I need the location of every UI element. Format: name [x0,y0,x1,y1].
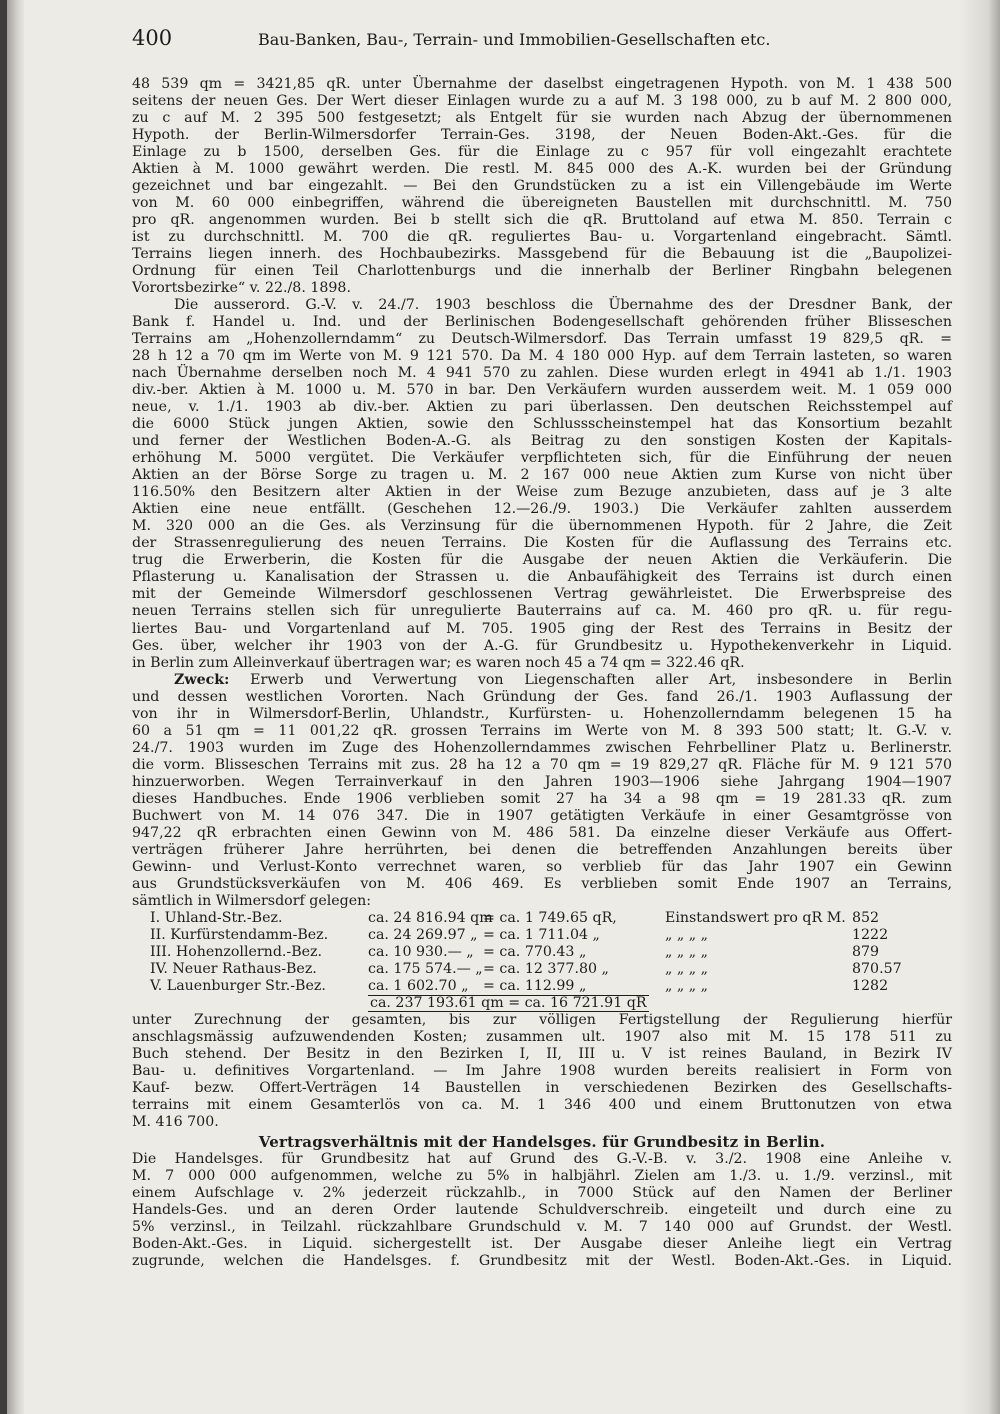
text-line: div.-ber. Aktien à M. 1000 u. M. 570 in bar. Den Verkäufern wurden ausserdem weit. M. 1 059 000 [132,382,952,399]
text-line: dieses Handbuches. Ende 1906 verblieben somit 27 ha 34 a 98 qm = 19 281.33 qR. zum [132,790,952,807]
value-label: „ „ „ „ [665,943,708,960]
text-line: nach Übernahme derselben noch M. 4 941 570 zu zahlen. Diese wurden erlegt in 4941 ab 1./1. 1903 [132,365,952,382]
text-line: und dessen westlichen Vororten. Nach Gründung der Ges. fand 26./1. 1903 Auflassung der [132,688,952,705]
table-sum: ca. 237 193.61 qm = ca. 16 721.91 qR [370,994,647,1011]
area-qr: = ca. 12 377.80 „ [483,960,609,977]
text-line: anschlagsmässig aufzuwendenden Kosten; zusammen ult. 1907 also mit M. 15 178 511 zu [132,1028,952,1045]
text-line: Aktien à M. 1000 gewährt werden. Die restl. M. 845 000 des A.-K. wurden bei der Gründung [132,161,952,178]
value-per-qr: 870.57 [852,960,902,977]
text-line: und ferner der Westlichen Boden-A.-G. als Beitrag zu den sonstigen Kosten der Kapitals- [132,433,952,450]
text-line: trug die Erwerberin, die Kosten für die Ausgabe der neuen Aktien die Verkäuferin. Die [132,552,952,569]
text-line: einem Aufschlage v. 2% jederzeit rückzahlb., in 7000 Stück auf den Namen der Berliner [132,1185,952,1202]
text-line: gezeichnet und bar eingezahlt. — Bei den Grundstücken zu a ist ein Villengebäude im Werte [132,178,952,195]
paragraph-3 [132,689,952,910]
text-line: liertes Bau- und Vorgartenland auf M. 705. 1905 ging der Rest des Terrains in Besitz der [132,620,952,637]
text-line: die vorm. Blisseschen Terrains mit zus. 28 ha 12 a 70 qm = 19 829,27 qR. Fläche für M. 9 121 570 [132,756,952,773]
text-line: 5% verzinsl., in Teilzahl. rückzahlbare Grundschuld v. M. 7 140 000 auf Grundst. der Westl. [132,1219,952,1236]
paragraph-1 [132,76,952,297]
table-row [132,927,952,944]
text-line: von ihr in Wilmersdorf-Berlin, Uhlandstr., Kurfürsten- u. Hohenzollerndamm belegenen 15 ha [132,705,952,722]
text-line: Bau- u. definitives Vorgartenland. — Im Jahre 1908 wurden bereits realisiert in Form von [132,1062,952,1079]
text-line: M. 7 000 000 aufgenommen, welche zu 5% in halbjährl. Zielen am 1./3. u. 1./9. verzinsl., mit [132,1168,952,1184]
table-row [132,961,952,978]
body-text [132,76,952,1270]
text-line: sämtlich in Wilmersdorf gelegen: [132,892,372,909]
paragraph-4 [132,1012,952,1131]
area-qm: ca. 175 574.— „ [368,960,483,977]
text-line: verträgen früherer Jahre herrührten, bei denen die betreffenden Anzahlungen bereits über [132,841,952,858]
value-label: „ „ „ „ [665,926,708,943]
text-line: Die ausserord. G.-V. v. 24./7. 1903 beschloss die Übernahme des der Dresdner Bank, der [174,297,952,314]
text-line: Vorortsbezirke“ v. 22./8. 1898. [132,280,351,297]
area-qr: = ca. 1 711.04 „ [483,926,600,943]
area-qm: ca. 10 930.— „ [368,943,474,960]
section-heading: Vertragsverhältnis mit der Handelsges. für Grundbesitz in Berlin. [258,1132,826,1151]
text-line: Aktien eine neue entfällt. (Geschehen 12.—26./9. 1903.) Die Verkäufer zahlten ausserdem [132,501,952,518]
page-header [132,26,952,56]
text-line: zugrunde, welchen die Handelsges. f. Grundbesitz mit der Westl. Boden-Akt.-Ges. in Liquid. [132,1253,952,1270]
text-line: erhöhung M. 5000 vergütet. Die Verkäufer verpflichteten sich, für die Einführung der neuen [132,450,952,467]
zweck-label: Zweck: [174,671,230,688]
page-number: 400 [132,26,173,50]
text-line: 947,22 qR erbrachten einen Gewinn von M. 486 581. Da einzelne dieser Verkäufe aus Offert- [132,824,952,841]
text-line: die 6000 Stück jungen Aktien, sowie den Schlussscheinstempel hat das Konsortium bezahlt [132,416,952,433]
value-label: „ „ „ „ [665,977,708,994]
text-line: der Strassenregulierung des neuen Terrains. Die Kosten für die Auflassung des Terrains etc. [132,535,952,552]
district-name: V. Lauenburger Str.-Bez. [150,977,326,994]
text-line: in Berlin zum Alleinverkauf übertragen war; es waren noch 45 a 74 qm = 322.46 qR. [132,654,745,671]
value-per-qr: 1282 [852,977,889,994]
text-line: aus Grundstücksverkäufen von M. 406 469. Es verblieben somit Ende 1907 an Terrains, [132,875,952,892]
paragraph-5 [132,1151,952,1270]
zweck-line [132,672,952,689]
text-line: terrains mit einem Gesamterlös von ca. M. 1 346 400 und einem Bruttonutzen von etwa [132,1096,952,1113]
text-line: zu c auf M. 2 395 500 festgesetzt; als Entgelt für sie wurden nach Abzug der übernommenen [132,110,952,127]
area-qr: = ca. 1 749.65 qR, [483,909,617,926]
text-line: Bank f. Handel u. Ind. und der Berlinischen Bodengesellschaft gehörenden früher Blisseschen [132,314,952,331]
district-name: III. Hohenzollernd.-Bez. [150,943,323,960]
text-line: Aktien an der Börse Sorge zu tragen u. M. 2 167 000 neue Aktien zum Kurse von nicht über [132,467,952,484]
table-row [132,910,952,927]
text-line: 24./7. 1903 wurden im Zuge des Hohenzollerndammes zwischen Fehrbelliner Platz u. Berlinerstr. [132,739,952,756]
text-line: unter Zurechnung der gesamten, bis zur völligen Fertigstellung der Regulierung hierfür [132,1011,952,1028]
text-line: 48 539 qm = 3421,85 qR. unter Übernahme der daselbst eingetragenen Hypoth. von M. 1 438 500 [132,76,952,92]
text-line: ist zu durchschnittl. M. 700 die qR. reguliertes Bau- u. Vorgartenland eingebracht. Sämtl. [132,229,952,246]
paragraph-2 [132,297,952,671]
text-line: 28 h 12 a 70 qm im Werte von M. 9 121 570. Da M. 4 180 000 Hyp. auf dem Terrain lasteten, so waren [132,348,952,365]
text-line: Ges. über, welcher ihr 1903 von der A.-G. für Grundbesitz u. Hypothekenverkehr in Liquid. [132,637,952,654]
text-line: Handels-Ges. und an deren Order lautende Schuldverschreib. eingeteilt und durch eine zu [132,1202,952,1219]
text-line: hinzuerworben. Wegen Terrainverkauf in den Jahren 1903—1906 siehe Jahrgang 1904—1907 [132,773,952,790]
zweck-text: Erwerb und Verwertung von Liegenschaften aller Art, insbesondere in Berlin [250,671,953,688]
text-line: Terrains am „Hohenzollerndamm“ zu Deutsch-Wilmersdorf. Das Terrain umfasst 19 829,5 qR. = [132,331,952,348]
text-line: Gewinn- und Verlust-Konto verrechnet waren, so verblieb für das Jahr 1907 ein Gewinn [132,858,952,875]
facing-page-shadow [960,0,1000,1414]
area-qm: ca. 24 816.94 qm [368,909,493,926]
area-qm: ca. 1 602.70 „ [368,978,468,996]
area-qr: = ca. 770.43 „ [483,943,587,960]
text-line: neuen Terrains stellen sich für unregulierte Bauterrains auf ca. M. 460 pro qR. u. für regu- [132,603,952,620]
text-line: neue, v. 1./1. 1903 ab div.-ber. Aktien zu pari überlassen. Den deutschen Reichsstempel auf [132,399,952,416]
text-line: M. 320 000 an die Ges. als Verzinsung für die übernommenen Hypoth. für 2 Jahre, die Zeit [132,518,952,535]
table-row [132,978,952,995]
text-line: Hypoth. der Berlin-Wilmersdorfer Terrain-Ges. 3198, der Neuen Boden-Akt.-Ges. für die [132,127,952,144]
district-name: I. Uhland-Str.-Bez. [150,909,283,926]
area-qm: ca. 24 269.97 „ [368,926,478,943]
value-per-qr: 879 [852,943,880,960]
text-line: Einlage zu b 1500, derselben Ges. für die Einlage zu c 957 für voll eingezahlt erachtete [132,144,952,161]
text-line: Buchwert von M. 14 076 347. Die in 1907 getätigten Verkäufe in einer Gesamtgrösse von [132,807,952,824]
table-row [132,944,952,961]
area-qr: = ca. 112.99 „ [483,978,586,996]
text-line: Terrains liegen innerh. des Hochbaubezirks. Massgebend für die Bebauung ist die „Baupolizei- [132,246,952,263]
text-line: mit der Gemeinde Wilmersdorf geschlossenen Vertrag gewährleistet. Die Erwerbspreise des [132,586,952,603]
value-label: „ „ „ „ [665,960,708,977]
text-line: 60 a 51 qm = 11 001,22 qR. grossen Terrains im Werte von M. 8 393 500 statt; lt. G.-V. v. [132,722,952,739]
text-line: 116.50% den Besitzern alter Aktien in der Weise zum Bezuge anzubieten, dass auf je 3 alte [132,484,952,501]
table-sum-row [132,995,952,1012]
value-per-qr: 852 [852,909,880,926]
text-line: Kauf- bezw. Offert-Verträgen 14 Baustellen in verschiedenen Bezirken des Gesellschafts- [132,1079,952,1096]
book-spine-edge [0,0,7,1414]
text-line: Pflasterung u. Kanalisation der Strassen u. die Anbaufähigkeit des Terrains ist durch einen [132,569,952,586]
text-line: Ordnung für einen Teil Charlottenburgs und die innerhalb der Berliner Ringbahn belegenen [132,263,952,280]
terrain-table [132,910,952,995]
text-line: Boden-Akt.-Ges. in Liquid. sichergestellt ist. Der Ausgabe dieser Anleihe liegt ein Vertrag [132,1236,952,1253]
district-name: IV. Neuer Rathaus-Bez. [150,960,317,977]
text-line: seitens der neuen Ges. Der Wert dieser Einlagen wurde zu a auf M. 3 198 000, zu b auf M. 2 800 000, [132,93,952,110]
value-per-qr: 1222 [852,926,889,943]
text-line: pro qR. angenommen wurden. Bei b stellt sich die qR. Bruttoland auf etwa M. 850. Terrain c [132,212,952,229]
text-line: von M. 60 000 einbegriffen, während die übereigneten Baustellen mit durchschnittl. M. 750 [132,195,952,212]
running-title: Bau-Banken, Bau-, Terrain- und Immobilien-Gesellschaften etc. [258,30,771,49]
text-line: Die Handelsges. für Grundbesitz hat auf Grund des G.-V.-B. v. 3./2. 1908 eine Anleihe v. [132,1150,952,1167]
text-line: M. 416 700. [132,1113,219,1130]
value-label: Einstandswert pro qR M. [665,909,846,926]
text-line: Buch stehend. Der Besitz in den Bezirken I, II, III u. V ist reines Bauland, in Bezirk IV [132,1045,952,1062]
district-name: II. Kurfürstendamm-Bez. [150,926,329,943]
